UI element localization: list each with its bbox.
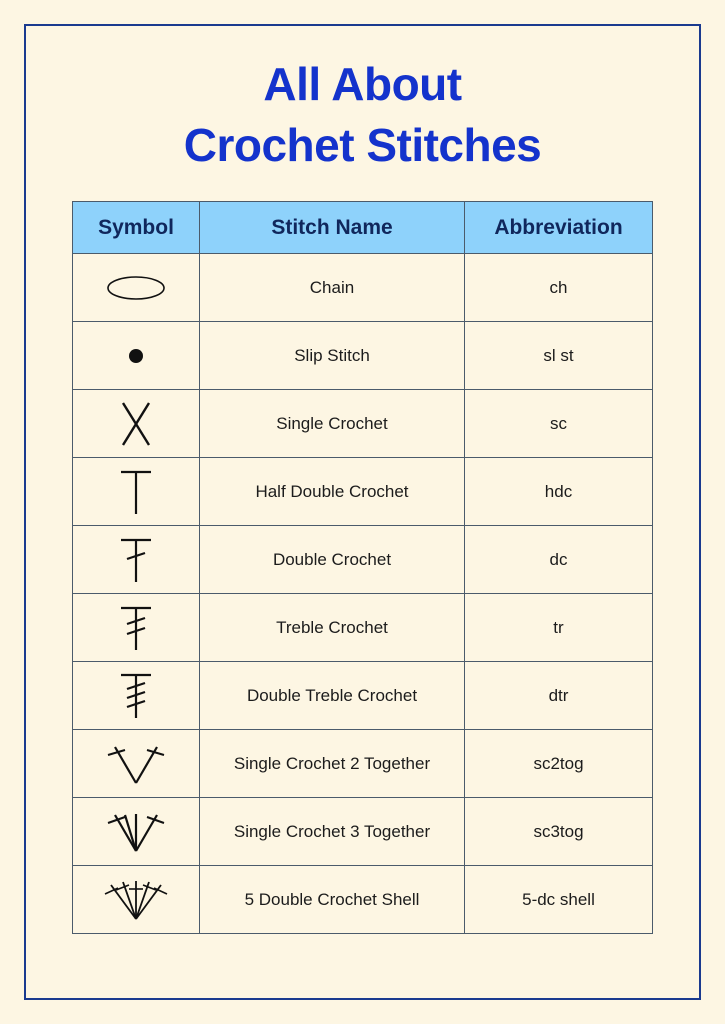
abbreviation-cell: tr bbox=[465, 594, 653, 662]
symbol-cell bbox=[73, 254, 200, 322]
treble-crochet-t-two-bar-icon bbox=[101, 601, 171, 655]
table-row bbox=[73, 594, 653, 662]
table-row bbox=[73, 866, 653, 934]
stitch-name-cell: Single Crochet bbox=[200, 390, 465, 458]
table-row bbox=[73, 322, 653, 390]
abbreviation-cell: sc3tog bbox=[465, 798, 653, 866]
stitch-table bbox=[72, 201, 653, 934]
table-row bbox=[73, 730, 653, 798]
stitch-name-cell: 5 Double Crochet Shell bbox=[200, 866, 465, 934]
abbreviation-cell: sc2tog bbox=[465, 730, 653, 798]
sc2tog-two-legs-icon bbox=[101, 737, 171, 791]
slip-stitch-dot-icon bbox=[101, 329, 171, 383]
half-double-crochet-t-icon bbox=[101, 465, 171, 519]
sc3tog-three-legs-icon bbox=[101, 805, 171, 859]
abbreviation-cell: dc bbox=[465, 526, 653, 594]
table-header-row bbox=[73, 202, 653, 254]
page-title-line-2: Crochet Stitches bbox=[183, 118, 542, 171]
table-row bbox=[73, 662, 653, 730]
symbol-cell bbox=[73, 662, 200, 730]
table-row bbox=[73, 526, 653, 594]
table-row bbox=[73, 390, 653, 458]
column-header-symbol: Symbol bbox=[73, 202, 200, 254]
abbreviation-cell: 5-dc shell bbox=[465, 866, 653, 934]
abbreviation-cell: hdc bbox=[465, 458, 653, 526]
double-crochet-t-one-bar-icon bbox=[101, 533, 171, 587]
stitch-name-cell: Single Crochet 2 Together bbox=[200, 730, 465, 798]
abbreviation-cell: sc bbox=[465, 390, 653, 458]
symbol-cell bbox=[73, 390, 200, 458]
symbol-cell bbox=[73, 730, 200, 798]
double-treble-t-three-bar-icon bbox=[101, 669, 171, 723]
page-title-line-1: All About bbox=[263, 58, 462, 110]
symbol-cell bbox=[73, 798, 200, 866]
abbreviation-cell: sl st bbox=[465, 322, 653, 390]
stitch-name-cell: Double Treble Crochet bbox=[200, 662, 465, 730]
symbol-cell bbox=[73, 322, 200, 390]
stitch-name-cell: Single Crochet 3 Together bbox=[200, 798, 465, 866]
stitch-name-cell: Half Double Crochet bbox=[200, 458, 465, 526]
symbol-cell bbox=[73, 866, 200, 934]
column-header-abbreviation: Abbreviation bbox=[465, 202, 653, 254]
poster-content bbox=[24, 24, 701, 1000]
table-header bbox=[73, 202, 653, 254]
single-crochet-x-icon bbox=[101, 397, 171, 451]
five-dc-shell-fan-icon bbox=[101, 873, 171, 927]
page-title bbox=[72, 54, 653, 175]
symbol-cell bbox=[73, 526, 200, 594]
column-header-stitch-name: Stitch Name bbox=[200, 202, 465, 254]
abbreviation-cell: dtr bbox=[465, 662, 653, 730]
symbol-cell bbox=[73, 594, 200, 662]
symbol-cell bbox=[73, 458, 200, 526]
stitch-table-container bbox=[72, 201, 653, 934]
table-body bbox=[73, 254, 653, 934]
abbreviation-cell: ch bbox=[465, 254, 653, 322]
table-row bbox=[73, 458, 653, 526]
stitch-name-cell: Double Crochet bbox=[200, 526, 465, 594]
table-row bbox=[73, 798, 653, 866]
table-row bbox=[73, 254, 653, 322]
chain-oval-icon bbox=[101, 261, 171, 315]
stitch-name-cell: Slip Stitch bbox=[200, 322, 465, 390]
stitch-name-cell: Treble Crochet bbox=[200, 594, 465, 662]
stitch-name-cell: Chain bbox=[200, 254, 465, 322]
